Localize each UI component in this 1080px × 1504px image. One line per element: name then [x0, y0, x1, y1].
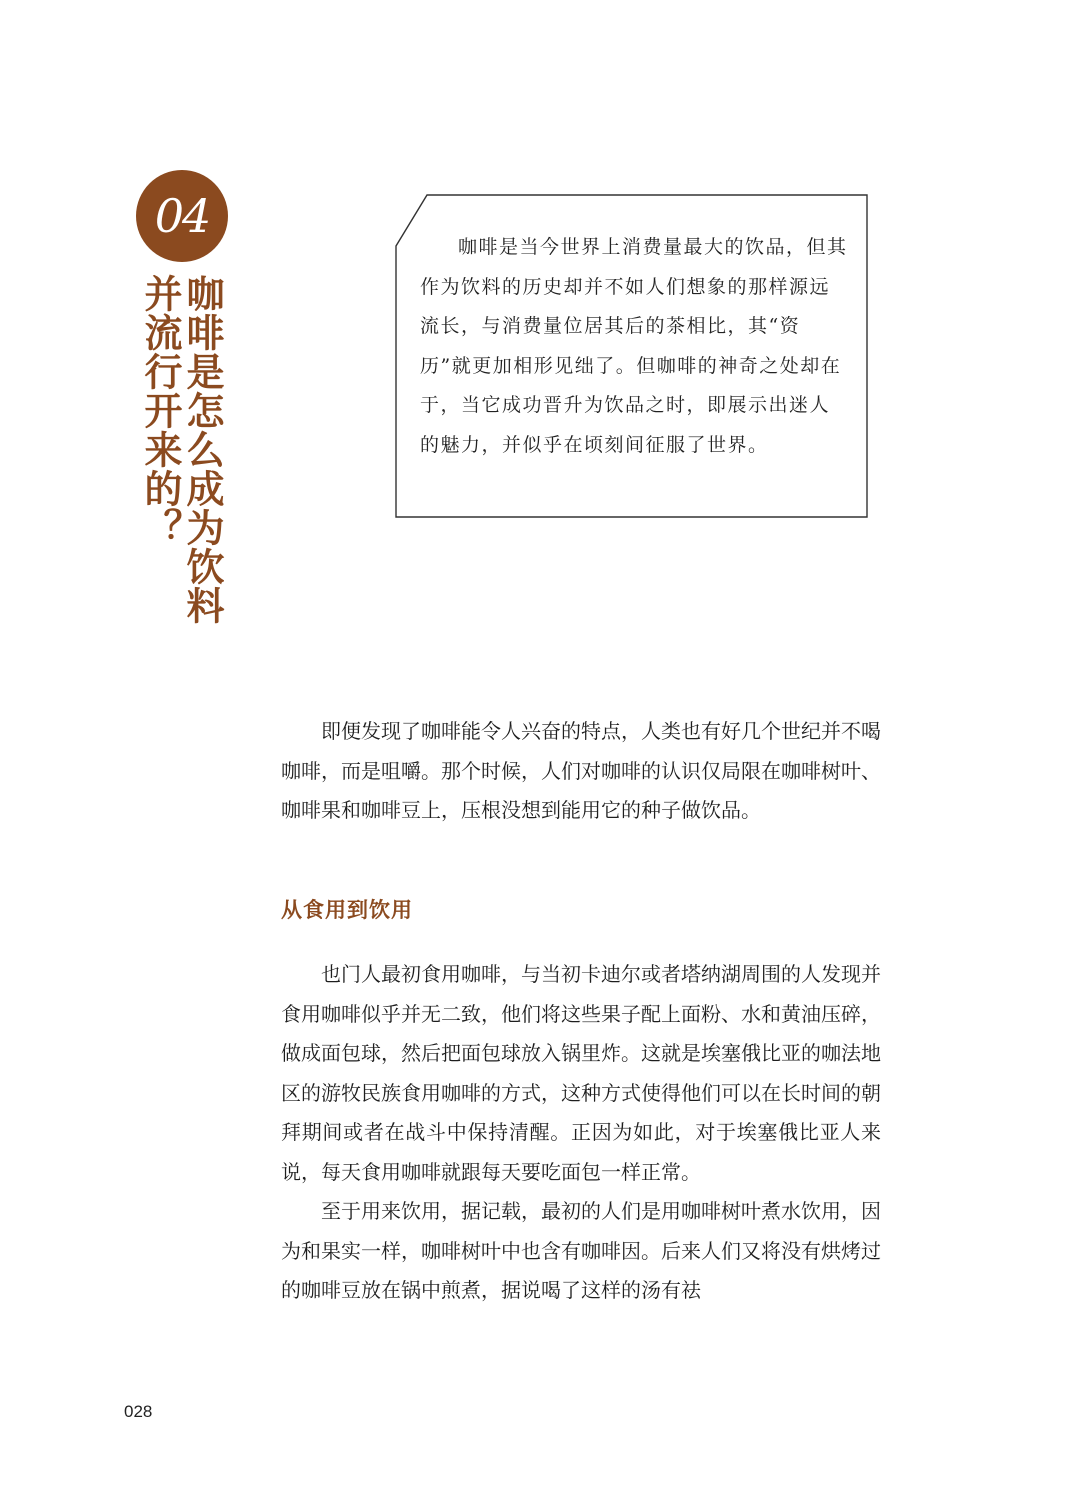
- body-paragraph-2: 也门人最初食用咖啡，与当初卡迪尔或者塔纳湖周围的人发现并食用咖啡似乎并无二致，他们将这些果子配上面粉、水和黄油压碎，做成面包球，然后把面包球放入锅里炸。这就是埃塞俄比亚的咖法地区的游牧民族食用咖啡的方式，这种方式使得他们可以在长时间的朝拜期间或者在战斗中保持清醒。正因为如此，对于埃塞俄比亚人来说，每天食用咖啡就跟每天要吃面包一样正常。: [281, 962, 881, 1184]
- chapter-number-badge: [136, 170, 228, 262]
- chapter-title-line-1: 咖啡是怎么成为饮料: [180, 274, 225, 625]
- body-paragraph-3: 至于用来饮用，据记载，最初的人们是用咖啡树叶煮水饮用，因为和果实一样，咖啡树叶中也含有咖啡因。后来人们又将没有烘烤过的咖啡豆放在锅中煎煮，据说喝了这样的汤有祛: [281, 1199, 881, 1302]
- page-number: 028: [124, 1402, 153, 1421]
- body-paragraph-1: 即便发现了咖啡能令人兴奋的特点，人类也有好几个世纪并不喝咖啡，而是咀嚼。那个时候，人们对咖啡的认识仅局限在咖啡树叶、咖啡果和咖啡豆上，压根没想到能用它的种子做饮品。: [281, 719, 881, 822]
- section-heading: 从食用到饮用: [281, 898, 413, 922]
- chapter-number: 04: [154, 189, 210, 243]
- body-section-1: [281, 712, 881, 831]
- chapter-title-line-2: 并流行开来的？: [138, 274, 183, 547]
- intro-quote: 咖啡是当今世界上消费量最大的饮品，但其作为饮料的历史却并不如人们想象的那样源远流长，与消费量位居其后的茶相比，其“资历”就更加相形见绌了。但咖啡的神奇之处却在于，当它成功晋升为饮品之时，即展示出迷人的魅力，并似乎在顷刻间征服了世界。: [420, 236, 848, 456]
- body-section-2: [281, 955, 881, 1311]
